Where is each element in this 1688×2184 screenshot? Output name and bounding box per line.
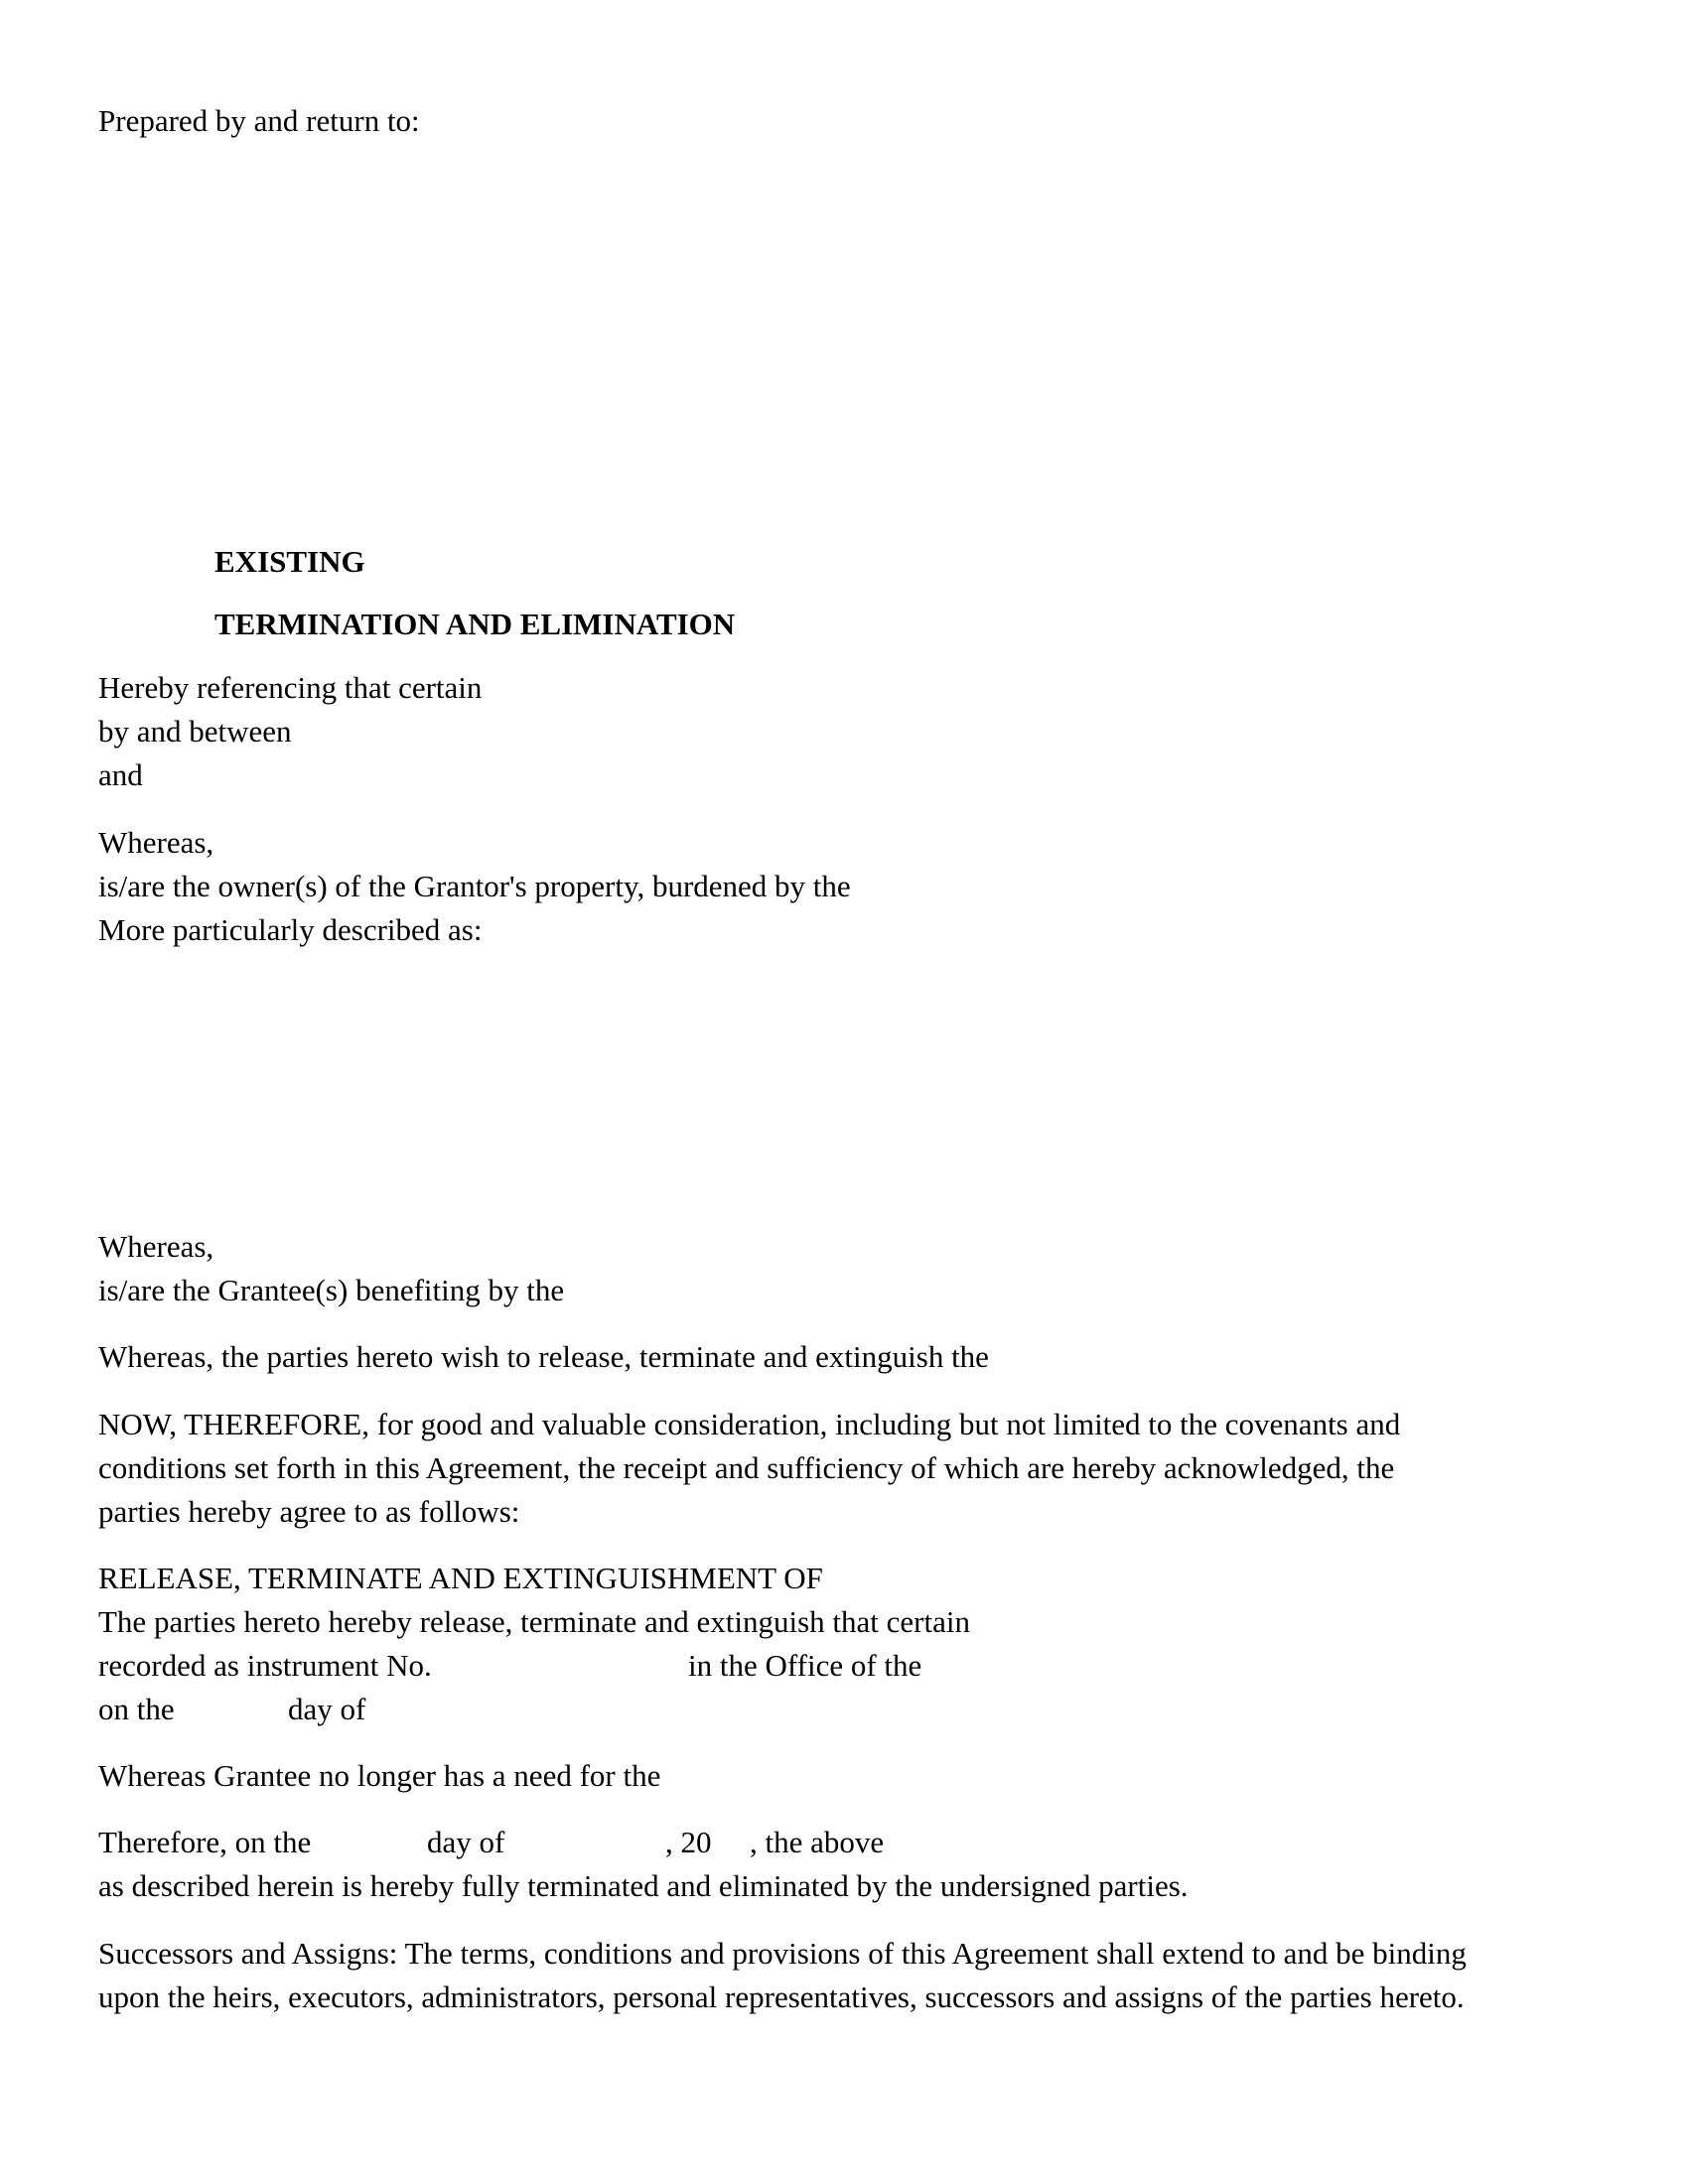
prepared-by-label: Prepared by and return to:	[98, 103, 420, 138]
whereas-release-line: Whereas, the parties hereto wish to release, terminate and extinguish the	[98, 1339, 989, 1374]
release-line-1: The parties hereto hereby release, terminate and extinguish that certain	[98, 1604, 970, 1639]
therefore-year: , 20	[665, 1825, 712, 1859]
therefore-line-2: as described herein is hereby fully terminated and eliminated by the undersigned parties.	[98, 1868, 1189, 1903]
successors-line-2: upon the heirs, executors, administrators, personal representatives, successors and assigns of the parties hereto.	[98, 1979, 1465, 2014]
whereas-owner-line-2: is/are the owner(s) of the Grantor's property, burdened by the	[98, 869, 851, 903]
recorded-instrument-label: recorded as instrument No.	[98, 1648, 432, 1683]
reference-line-3: and	[98, 757, 143, 792]
whereas-grantee-line-1: Whereas,	[98, 1229, 214, 1264]
title-existing: EXISTING	[214, 544, 365, 579]
whereas-no-need-line: Whereas Grantee no longer has a need for the	[98, 1758, 661, 1793]
reference-line-2: by and between	[98, 714, 292, 749]
whereas-owner-line-3: More particularly described as:	[98, 912, 483, 947]
successors-line-1: Successors and Assigns: The terms, conditions and provisions of this Agreement shall extend to and be binding	[98, 1936, 1467, 1971]
day-of-label: day of	[288, 1692, 366, 1726]
office-of-label: in the Office of the	[688, 1648, 922, 1683]
now-therefore-line-2: conditions set forth in this Agreement, the receipt and sufficiency of which are hereby acknowledged, the	[98, 1450, 1395, 1485]
therefore-suffix: , the above	[750, 1825, 885, 1859]
reference-line-1: Hereby referencing that certain	[98, 670, 483, 705]
therefore-day-of: day of	[427, 1825, 505, 1859]
whereas-owner-line-1: Whereas,	[98, 825, 214, 860]
release-heading: RELEASE, TERMINATE AND EXTINGUISHMENT OF	[98, 1561, 823, 1595]
therefore-prefix: Therefore, on the	[98, 1825, 312, 1859]
whereas-grantee-line-2: is/are the Grantee(s) benefiting by the	[98, 1273, 565, 1307]
on-the-label: on the	[98, 1692, 175, 1726]
title-termination: TERMINATION AND ELIMINATION	[214, 607, 736, 641]
now-therefore-line-1: NOW, THEREFORE, for good and valuable consideration, including but not limited to the covenants and	[98, 1407, 1401, 1441]
now-therefore-line-3: parties hereby agree to as follows:	[98, 1494, 520, 1529]
